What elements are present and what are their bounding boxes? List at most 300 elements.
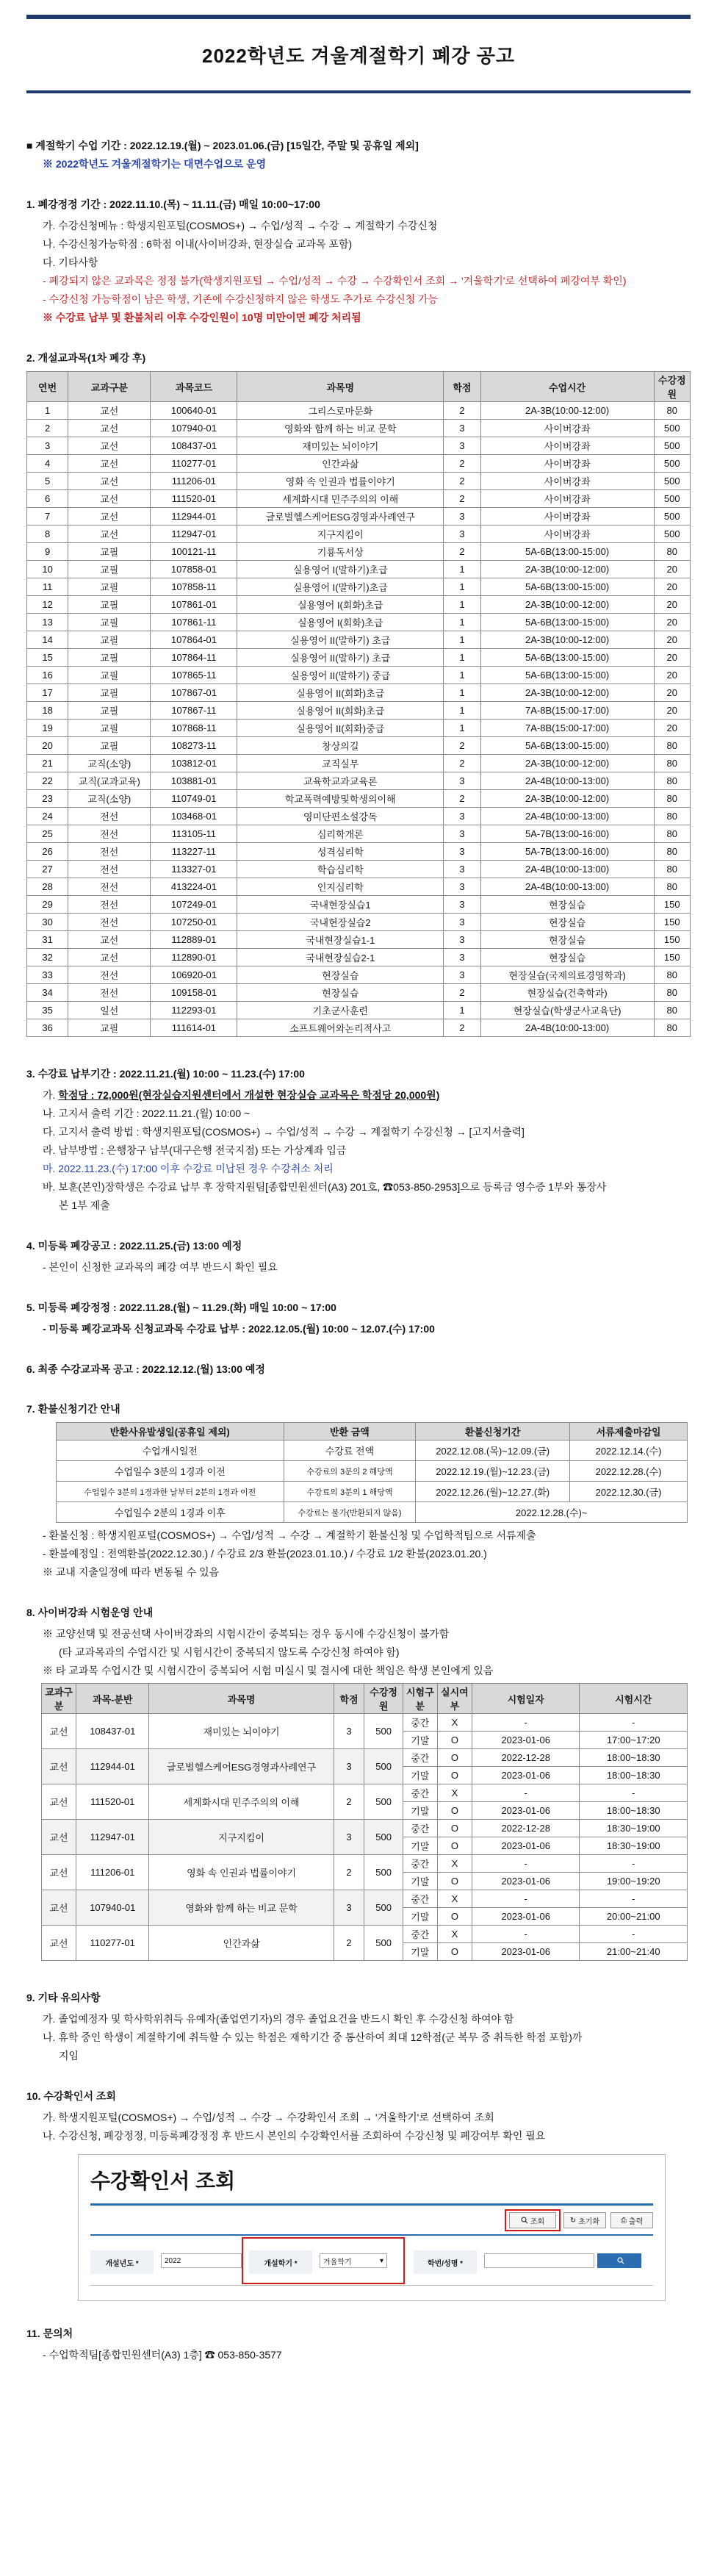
cell: 3 (444, 825, 481, 843)
table-row (27, 720, 691, 737)
cell: 111520-01 (151, 490, 237, 508)
cell: 기말 (403, 1767, 437, 1784)
s1-item-c3: ※ 수강료 납부 및 환불처리 이후 수강인원이 10명 미만이면 폐강 처리됨 (43, 312, 361, 323)
cell: 5A-6B(13:00-15:00) (480, 649, 654, 667)
cell: 전선 (68, 825, 151, 843)
cell: 현장실습 (480, 914, 654, 931)
table-row (27, 931, 691, 949)
section-8-title: 8. 사이버강좌 시험운영 안내 (26, 1607, 154, 1618)
cell: 교필 (68, 667, 151, 684)
cell: 그리스로마문화 (237, 402, 444, 420)
reset-button[interactable] (563, 2212, 606, 2228)
cell: 영화와 함께 하는 비교 문학 (237, 420, 444, 437)
cell: 108437-01 (76, 1714, 149, 1749)
col-header: 학점 (334, 1684, 364, 1714)
cell: 2 (444, 1019, 481, 1037)
cell: 수강료 전액 (284, 1441, 416, 1461)
s7-note-2: - 환불예정일 : 전액환불(2022.12.30.) / 수강료 2/3 환불(2023.01.10.) / 수강료 1/2 환불(2023.01.20.) (43, 1548, 487, 1560)
cell: 113327-01 (151, 861, 237, 878)
cell: 5A-6B(13:00-15:00) (480, 667, 654, 684)
section-2-title: 2. 개설교과목(1차 폐강 후) (26, 352, 146, 364)
cell: 500 (654, 508, 690, 525)
table-row (27, 614, 691, 631)
cell: 3 (444, 896, 481, 914)
cell: 일선 (68, 1002, 151, 1019)
table-row (27, 878, 691, 896)
cell: 중간 (403, 1855, 437, 1873)
cell: 108437-01 (151, 437, 237, 455)
term-select[interactable] (320, 2253, 387, 2268)
page-title: 2022학년도 겨울계절학기 폐강 공고 (201, 45, 516, 67)
cell: 세계화시대 민주주의의 이해 (149, 1784, 334, 1820)
cell: 실용영어 II(회화)초급 (237, 702, 444, 720)
table-row (27, 667, 691, 684)
cell: O (437, 1820, 472, 1837)
cell: 교필 (68, 561, 151, 578)
cell: 교선 (68, 473, 151, 490)
cell: 111206-01 (151, 473, 237, 490)
cell: 2 (27, 420, 68, 437)
print-icon: ⎙ (620, 2216, 627, 2225)
cell: 80 (654, 755, 690, 772)
cell: 500 (654, 420, 690, 437)
section-6-title: 6. 최종 수강교과목 공고 : 2022.12.12.(월) 13:00 예정 (26, 1363, 265, 1375)
cell: 영화 속 인권과 법률이야기 (237, 473, 444, 490)
cell: 수업일수 3분의 1경과 이전 (57, 1461, 284, 1482)
cell: 2 (444, 737, 481, 755)
print-button-label: 출력 (628, 2217, 644, 2226)
table-row (27, 402, 691, 420)
cell: 20 (654, 561, 690, 578)
cell: 교직실무 (237, 755, 444, 772)
cell: 500 (654, 455, 690, 473)
cell: O (437, 1873, 472, 1890)
table-row (27, 525, 691, 543)
cell: 1 (444, 684, 481, 702)
cell: 교선 (42, 1784, 76, 1820)
cell: 2 (334, 1784, 364, 1820)
portal-screenshot (78, 2154, 666, 2301)
cell: 교선 (42, 1749, 76, 1784)
cell: 1 (444, 596, 481, 614)
table-row (27, 984, 691, 1002)
cell: 500 (364, 1855, 403, 1890)
cell: 80 (654, 984, 690, 1002)
cell: 2A-3B(10:00-12:00) (480, 684, 654, 702)
cell: 국내현장실습2 (237, 914, 444, 931)
cell: 112293-01 (151, 1002, 237, 1019)
cell: 실용영어 I(말하기)초급 (237, 578, 444, 596)
cell: 3 (444, 525, 481, 543)
cell: - (580, 1784, 688, 1802)
cell: 영화 속 인권과 법률이야기 (149, 1855, 334, 1890)
cell: 5A-7B(13:00-16:00) (480, 843, 654, 861)
cell: 기말 (403, 1837, 437, 1855)
s1-item-c1: - 폐강되지 않은 교과목은 정정 불가(학생지원포털 → 수업/성적 → 수강 → 수강확인서 조회 → '겨울학기'로 선택하여 폐강여부 확인) (43, 275, 627, 287)
cell: 2A-4B(10:00-13:00) (480, 1019, 654, 1037)
cell: 21 (27, 755, 68, 772)
cell: 2 (444, 543, 481, 561)
cell: 재미있는 뇌이야기 (237, 437, 444, 455)
cell: 2A-3B(10:00-12:00) (480, 596, 654, 614)
cell: 2023-01-06 (472, 1767, 580, 1784)
exam-table-body (42, 1714, 688, 1961)
cell: 전선 (68, 914, 151, 931)
year-label: 개설년도 * (90, 2250, 154, 2274)
cell: 사이버강좌 (480, 508, 654, 525)
cell: 교선 (42, 1926, 76, 1961)
section-7-title: 7. 환불신청기간 안내 (26, 1403, 120, 1415)
col-header: 학점 (444, 372, 481, 402)
cell: 교필 (68, 1019, 151, 1037)
cell: 20 (654, 684, 690, 702)
cell: 20 (654, 631, 690, 649)
table-row (27, 755, 691, 772)
cell: 107864-01 (151, 631, 237, 649)
cell: 교필 (68, 631, 151, 649)
cell: 110277-01 (151, 455, 237, 473)
cell: 현장실습 (480, 896, 654, 914)
cell: 19:00~19:20 (580, 1873, 688, 1890)
print-button[interactable] (610, 2212, 653, 2228)
table-row (57, 1461, 688, 1482)
col-header: 서류제출마감일 (570, 1423, 688, 1441)
cell: 글로벌헬스케어ESG경영과사례연구 (149, 1749, 334, 1784)
cell: 20 (27, 737, 68, 755)
cell: 2022.12.28.(수)~ (416, 1502, 688, 1523)
table-row (27, 684, 691, 702)
table-row (27, 490, 691, 508)
s3-item-a (26, 1087, 691, 1103)
cell: 수업개시일전 (57, 1441, 284, 1461)
cell: 교선 (68, 402, 151, 420)
cell: 2022.12.14.(수) (570, 1441, 688, 1461)
cell: 18:00~18:30 (580, 1802, 688, 1820)
cell: 교선 (42, 1820, 76, 1855)
table-row (27, 949, 691, 966)
cell: 중간 (403, 1714, 437, 1732)
cell: 현장실습(학생군사교육단) (480, 1002, 654, 1019)
section-9-title: 9. 기타 유의사항 (26, 1992, 101, 2003)
cell: 18 (27, 702, 68, 720)
cell: 20 (654, 702, 690, 720)
table-row (27, 1002, 691, 1019)
cell: 31 (27, 931, 68, 949)
search-button-label: 조회 (530, 2217, 545, 2226)
cell: 100121-11 (151, 543, 237, 561)
cell: - (580, 1890, 688, 1908)
cell: 2022.12.19.(월)~12.23.(금) (416, 1461, 570, 1482)
table-row (27, 508, 691, 525)
cell: 현장실습(국제의료경영학과) (480, 966, 654, 984)
shot-title: 수강확인서 조회 (90, 2170, 236, 2192)
search-icon (521, 2217, 528, 2224)
cell: X (437, 1926, 472, 1943)
cell: 80 (654, 772, 690, 790)
cell: 3 (444, 437, 481, 455)
cell: 9 (27, 543, 68, 561)
cell: 실용영어 I(회화)초급 (237, 596, 444, 614)
cell: 3 (444, 420, 481, 437)
table-row (27, 455, 691, 473)
cell: 15 (27, 649, 68, 667)
cell: 2022-12-28 (472, 1820, 580, 1837)
cell: 110749-01 (151, 790, 237, 808)
col-header: 과목코드 (151, 372, 237, 402)
table-row (27, 966, 691, 984)
intro-note: ※ 2022학년도 겨울계절학기는 대면수업으로 운영 (43, 158, 267, 170)
cell: 150 (654, 914, 690, 931)
cell: 인지심리학 (237, 878, 444, 896)
cell: 현장실습(건축학과) (480, 984, 654, 1002)
cell: 20 (654, 614, 690, 631)
s7-note-3: ※ 교내 지출일정에 따라 변동될 수 있음 (43, 1566, 220, 1578)
cell: 2023-01-06 (472, 1837, 580, 1855)
cell: 수업일수 2분의 1경과 이후 (57, 1502, 284, 1523)
cell: 106920-01 (151, 966, 237, 984)
title-rule (26, 90, 691, 93)
cell: 7A-8B(15:00-17:00) (480, 702, 654, 720)
cell: 교필 (68, 702, 151, 720)
cell: 36 (27, 1019, 68, 1037)
cell: 80 (654, 543, 690, 561)
cell: 2023-01-06 (472, 1908, 580, 1926)
cell: 교선 (42, 1714, 76, 1749)
table-row (42, 1714, 688, 1732)
cell: 80 (654, 861, 690, 878)
cell: 전선 (68, 966, 151, 984)
col-header: 과목명 (237, 372, 444, 402)
cell: 실용영어 II(말하기) 중급 (237, 667, 444, 684)
student-search-button[interactable] (597, 2253, 641, 2268)
cell: 2A-4B(10:00-13:00) (480, 772, 654, 790)
table-row (27, 808, 691, 825)
cell: 150 (654, 896, 690, 914)
col-header: 과목-분반 (76, 1684, 149, 1714)
cell: 80 (654, 843, 690, 861)
s5-item-a: - 미등록 폐강교과목 신청교과목 수강료 납부 : 2022.12.05.(월) 10:00 ~ 12.07.(수) 17:00 (43, 1323, 435, 1335)
cell: 80 (654, 402, 690, 420)
cell: 20 (654, 720, 690, 737)
cell: 107249-01 (151, 896, 237, 914)
cell: 35 (27, 1002, 68, 1019)
cell: 500 (364, 1820, 403, 1855)
cell: 3 (334, 1714, 364, 1749)
cell: 교직(소양) (68, 790, 151, 808)
cell: 23 (27, 790, 68, 808)
table-row (27, 772, 691, 790)
s3-item-d: 라. 납부방법 : 은행창구 납부(대구은행 전국지점) 또는 가상계좌 입금 (43, 1144, 347, 1156)
cell: 500 (364, 1890, 403, 1926)
cell: 2022.12.26.(월)~12.27.(화) (416, 1482, 570, 1502)
cell: 7 (27, 508, 68, 525)
section-1 (26, 197, 691, 326)
table-row (27, 473, 691, 490)
cell: - (472, 1926, 580, 1943)
cell: 인간과삶 (237, 455, 444, 473)
table-row (27, 790, 691, 808)
cell: 2A-3B(10:00-12:00) (480, 755, 654, 772)
cell: 1 (444, 614, 481, 631)
cell: 112947-01 (151, 525, 237, 543)
col-header: 교과구분 (42, 1684, 76, 1714)
refund-table-header (57, 1423, 688, 1441)
cell: 2 (444, 755, 481, 772)
cell: 3 (334, 1820, 364, 1855)
cell: - (580, 1855, 688, 1873)
search-button[interactable] (509, 2212, 556, 2228)
cell: 16 (27, 667, 68, 684)
cell: 교직(소양) (68, 755, 151, 772)
cell: 기말 (403, 1802, 437, 1820)
cell: 500 (364, 1926, 403, 1961)
table-row (27, 561, 691, 578)
cell: O (437, 1749, 472, 1767)
col-header: 교과구분 (68, 372, 151, 402)
cell: 1 (444, 1002, 481, 1019)
cell: 107940-01 (151, 420, 237, 437)
refund-table-body (57, 1441, 688, 1523)
cell: 사이버강좌 (480, 490, 654, 508)
cell: 교선 (68, 508, 151, 525)
cell: 107861-01 (151, 596, 237, 614)
table-row (42, 1926, 688, 1943)
cell: 19 (27, 720, 68, 737)
cell: 전선 (68, 861, 151, 878)
cell: - (472, 1714, 580, 1732)
s3-item-c: 다. 고지서 출력 방법 : 학생지원포털(COSMOS+) → 수업/성적 → 수강 → 계절학기 수강신청 → [고지서출력] (43, 1126, 525, 1138)
cell: 지구지킴이 (149, 1820, 334, 1855)
cell: - (580, 1926, 688, 1943)
cell: 교필 (68, 614, 151, 631)
s3-item-f: 바. 보훈(본인)장학생은 수강료 납부 후 장학지원팀[종합민원센터(A3) 201호, ☎053-850-2953]으로 등록금 영수증 1부와 통장사 (43, 1181, 607, 1193)
cell: 3 (444, 931, 481, 949)
cell: 2023-01-06 (472, 1802, 580, 1820)
cell: 전선 (68, 843, 151, 861)
cell: 사이버강좌 (480, 437, 654, 455)
cell: 110277-01 (76, 1926, 149, 1961)
cell: 112947-01 (76, 1820, 149, 1855)
s3-item-e: 마. 2022.11.23.(수) 17:00 이후 수강료 미납된 경우 수강취소 처리 (43, 1163, 334, 1174)
reset-button-label: 초기화 (578, 2217, 600, 2226)
cell: 1 (444, 702, 481, 720)
cell: 107868-11 (151, 720, 237, 737)
cell: 3 (334, 1890, 364, 1926)
cell: 3 (444, 772, 481, 790)
section-11-title: 11. 문의처 (26, 2328, 73, 2339)
cell: 인간과삶 (149, 1926, 334, 1961)
cell: 학습심리학 (237, 861, 444, 878)
cell: 전선 (68, 896, 151, 914)
table-row (27, 861, 691, 878)
s1-item-b: 나. 수강신청가능학점 : 6학점 이내(사이버강좌, 현장실습 교과목 포함) (43, 238, 353, 250)
section-8 (26, 1605, 691, 1961)
cell: 실용영어 I(말하기)초급 (237, 561, 444, 578)
cell: 22 (27, 772, 68, 790)
cell: 18:30~19:00 (580, 1820, 688, 1837)
cell: 24 (27, 808, 68, 825)
cell: 2A-3B(10:00-12:00) (480, 561, 654, 578)
cell: X (437, 1784, 472, 1802)
student-id-label: 학번/성명 * (414, 2250, 477, 2274)
student-id-input[interactable] (484, 2253, 594, 2268)
top-rule (26, 15, 691, 19)
cell: - (472, 1890, 580, 1908)
table-row (27, 737, 691, 755)
cell: 실용영어 II(말하기) 초급 (237, 649, 444, 667)
cell: 중간 (403, 1820, 437, 1837)
cell: 사이버강좌 (480, 473, 654, 490)
cell: 107940-01 (76, 1890, 149, 1926)
cell: 103881-01 (151, 772, 237, 790)
cell: O (437, 1837, 472, 1855)
cell: 2023-01-06 (472, 1873, 580, 1890)
cell: 사이버강좌 (480, 420, 654, 437)
col-header: 시험구분 (403, 1684, 437, 1714)
cell: 80 (654, 1019, 690, 1037)
cell: 교선 (42, 1855, 76, 1890)
table-row (27, 631, 691, 649)
cell: 1 (444, 561, 481, 578)
cell: 2022-12-28 (472, 1749, 580, 1767)
year-input[interactable]: 2022 (161, 2253, 242, 2268)
table-row (42, 1749, 688, 1767)
cell: 국내현장실습1-1 (237, 931, 444, 949)
s3-item-a-prefix: 가. (43, 1089, 59, 1101)
cell: 112944-01 (76, 1749, 149, 1784)
cell: 중간 (403, 1784, 437, 1802)
cell: 500 (654, 490, 690, 508)
table-row (27, 596, 691, 614)
cell: 실용영어 II(회화)초급 (237, 684, 444, 702)
cell: 103468-01 (151, 808, 237, 825)
course-table-header (27, 372, 691, 402)
shot-title-bar (90, 2203, 653, 2206)
cell: 27 (27, 861, 68, 878)
cell: 500 (654, 525, 690, 543)
table-row (42, 1855, 688, 1873)
cell: 10 (27, 561, 68, 578)
table-row (27, 1019, 691, 1037)
cell: 111614-01 (151, 1019, 237, 1037)
cell: 80 (654, 808, 690, 825)
table-row (57, 1502, 688, 1523)
table-row (42, 1820, 688, 1837)
cell: 수강료의 3분의 2 해당액 (284, 1461, 416, 1482)
cell: 영화와 함께 하는 비교 문학 (149, 1890, 334, 1926)
col-header: 시험일자 (472, 1684, 580, 1714)
section-7 (26, 1402, 691, 1580)
cell: 80 (654, 878, 690, 896)
s3-item-f-cont: 본 1부 제출 (59, 1199, 110, 1211)
cell: 2A-3B(10:00-12:00) (480, 790, 654, 808)
cell: 재미있는 뇌이야기 (149, 1714, 334, 1749)
cell: 1 (27, 402, 68, 420)
s8-note-3: ※ 타 교과목 수업시간 및 시험시간이 중복되어 시험 미실시 및 결시에 대한 책임은 학생 본인에게 있음 (43, 1665, 494, 1676)
table-row (27, 543, 691, 561)
exam-table (41, 1683, 688, 1961)
cell: 사이버강좌 (480, 455, 654, 473)
cell: 현장실습 (480, 931, 654, 949)
cell: O (437, 1767, 472, 1784)
table-row (27, 825, 691, 843)
cell: 107861-11 (151, 614, 237, 631)
cell: 성격심리학 (237, 843, 444, 861)
intro-period: ■ 계절학기 수업 기간 : 2022.12.19.(월) ~ 2023.01.06.(금) [15일간, 주말 및 공휴일 제외] (26, 140, 419, 151)
s3-item-b: 나. 고지서 출력 기간 : 2022.11.21.(월) 10:00 ~ (43, 1108, 251, 1119)
col-header: 수강정원 (364, 1684, 403, 1714)
col-header: 수업시간 (480, 372, 654, 402)
